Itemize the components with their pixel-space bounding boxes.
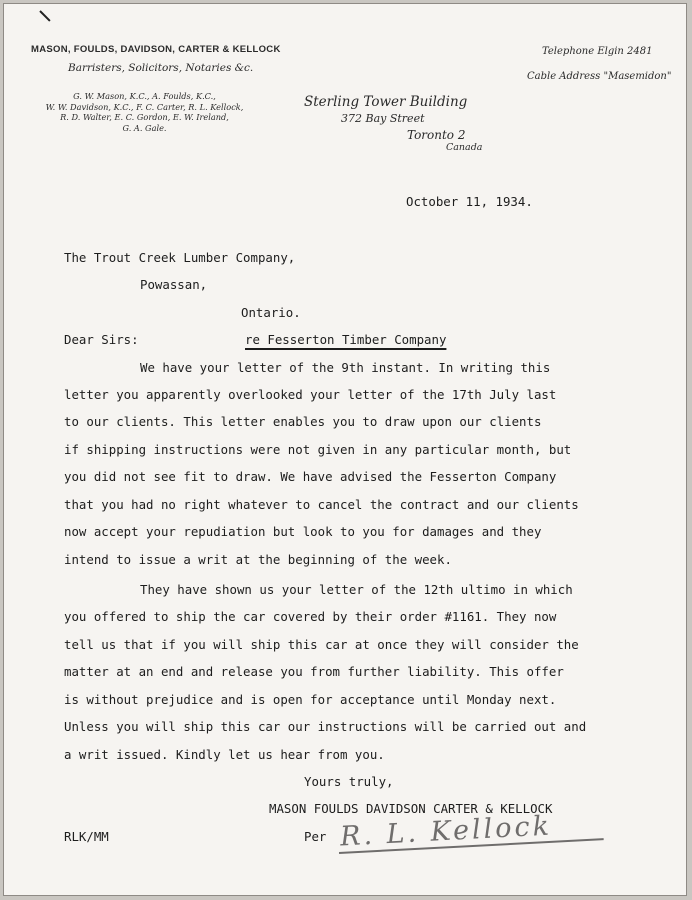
letter-date: October 11, 1934. xyxy=(406,194,533,209)
body-line: letter you apparently overlooked your letter of the 17th July last xyxy=(64,387,557,402)
partner-line: G. A. Gale. xyxy=(122,122,167,133)
building-name: Sterling Tower Building xyxy=(304,94,468,110)
partner-line: G. W. Mason, K.C., A. Foulds, K.C., xyxy=(73,91,216,101)
firm-name: MASON, FOULDS, DAVIDSON, CARTER & KELLOCK xyxy=(31,44,281,55)
body-line: intend to issue a writ at the beginning of the week. xyxy=(64,552,452,567)
body-line: tell us that if you will ship this car at once they will consider the xyxy=(64,637,579,652)
letter-page xyxy=(3,3,687,896)
typist-initials: RLK/MM xyxy=(64,829,109,844)
body-line: matter at an end and release you from further liability. This offer xyxy=(64,664,564,679)
recipient-line: Ontario. xyxy=(241,305,301,320)
cable-address: Cable Address "Masemidon" xyxy=(527,71,672,82)
salutation: Dear Sirs: xyxy=(64,332,139,347)
signatory-firm: MASON FOULDS DAVIDSON CARTER & KELLOCK xyxy=(269,801,553,816)
per-label: Per xyxy=(304,829,327,844)
closing: Yours truly, xyxy=(304,774,394,789)
body-line: They have shown us your letter of the 12th ultimo in which xyxy=(140,582,573,597)
partner-line: W. W. Davidson, K.C., F. C. Carter, R. L. Kellock, xyxy=(45,101,244,112)
body-line: you offered to ship the car covered by their order #1161. They now xyxy=(64,609,557,624)
body-line: a writ issued. Kindly let us hear from you. xyxy=(64,747,385,762)
profession-line: Barristers, Solicitors, Notaries &c. xyxy=(68,62,254,74)
body-line: We have your letter of the 9th instant. In writing this xyxy=(140,360,551,375)
corner-mark xyxy=(39,10,50,21)
telephone: Telephone Elgin 2481 xyxy=(542,46,653,57)
body-line: is without prejudice and is open for acceptance until Monday next. xyxy=(64,692,557,707)
street-address: 372 Bay Street xyxy=(341,112,425,125)
body-line: if shipping instructions were not given in any particular month, but xyxy=(64,442,572,457)
body-line: Unless you will ship this car our instructions will be carried out and xyxy=(64,719,587,734)
recipient-line: The Trout Creek Lumber Company, xyxy=(64,250,296,265)
city: Toronto 2 xyxy=(407,128,466,142)
handwritten-signature: R. L. Kellock xyxy=(339,810,553,853)
body-line: to our clients. This letter enables you to draw upon our clients xyxy=(64,414,542,429)
partner-line: R. D. Walter, E. C. Gordon, E. W. Ireland, xyxy=(60,112,229,122)
body-line: now accept your repudiation but look to you for damages and they xyxy=(64,524,542,539)
partners-list xyxy=(42,91,247,133)
body-line: that you had no right whatever to cancel the contract and our clients xyxy=(64,497,579,512)
subject-line: re Fesserton Timber Company xyxy=(245,332,447,347)
recipient-line: Powassan, xyxy=(140,277,208,292)
body-line: you did not see fit to draw. We have advised the Fesserton Company xyxy=(64,469,557,484)
country: Canada xyxy=(446,142,483,153)
